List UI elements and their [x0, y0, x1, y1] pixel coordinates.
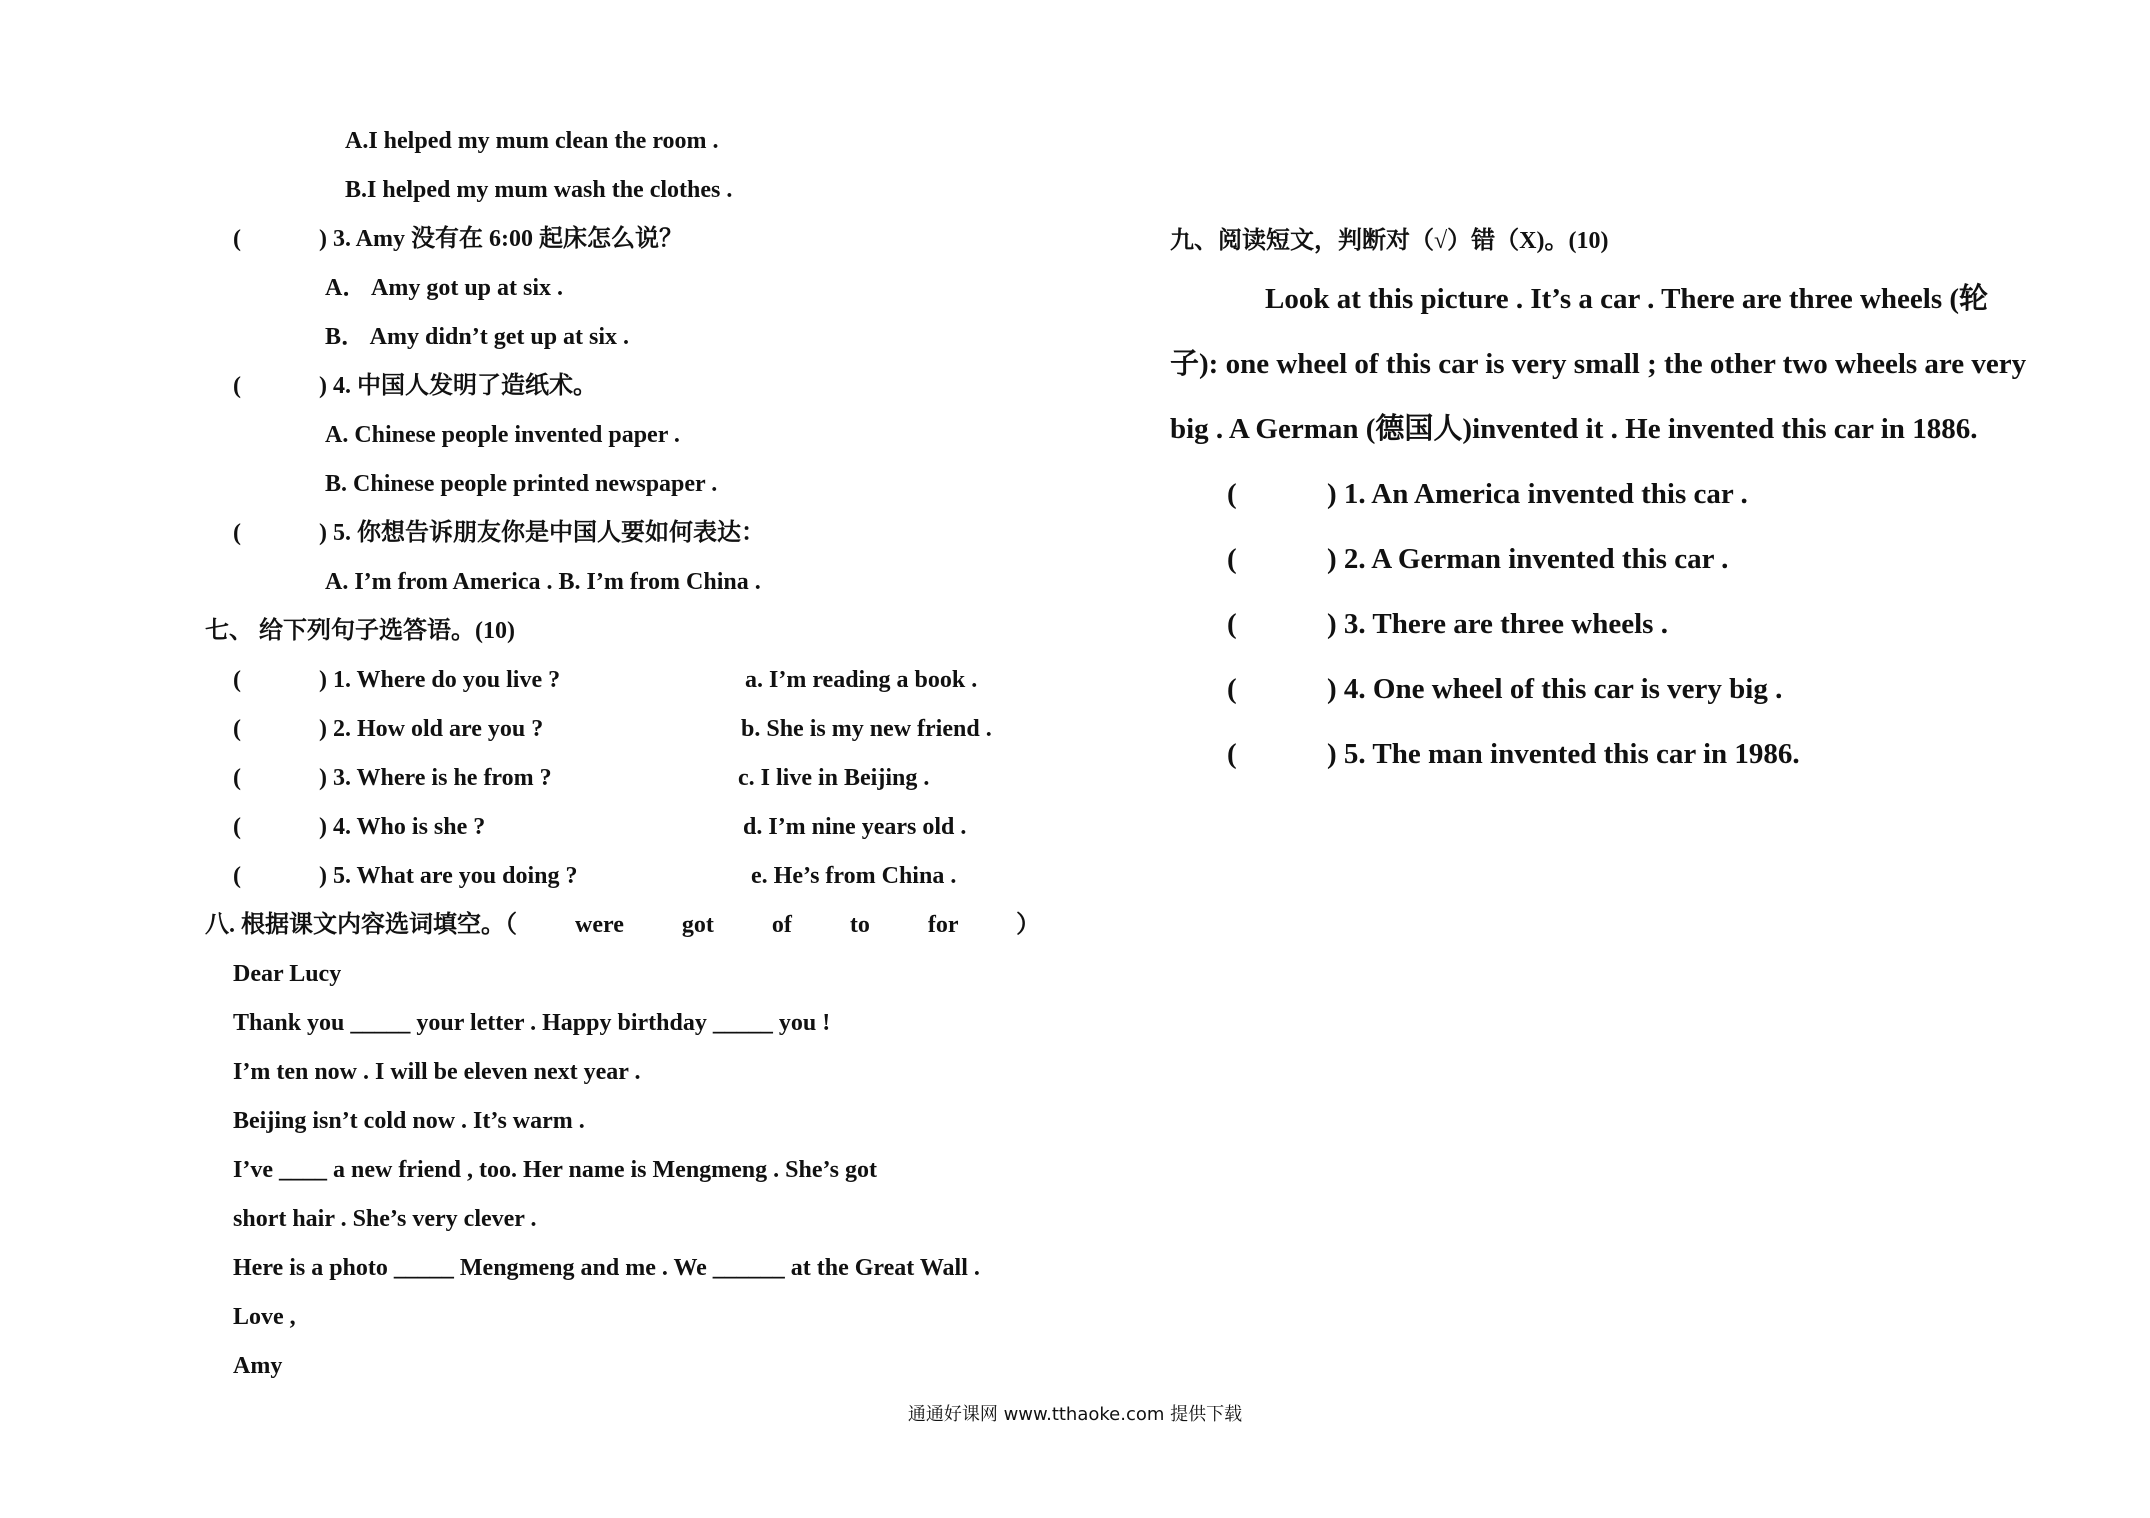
match-row — [233, 861, 577, 891]
option-line: A.I helped my mum clean the room . — [345, 128, 719, 154]
letter-line: Dear Lucy — [233, 961, 342, 987]
section-title-text: 八. 根据课文内容选词填空。（ — [205, 912, 517, 938]
section-title: 七、 给下列句子选答语。(10) — [205, 618, 515, 644]
question-line — [233, 518, 765, 548]
answer-paren[interactable]: ( — [1227, 738, 1237, 770]
judge-statement: ) 2. A German invented this car . — [1327, 543, 1729, 575]
option-line: B． Amy didn’t get up at six . — [325, 324, 630, 350]
letter-line: Love , — [233, 1304, 296, 1330]
word-bank-item: for — [927, 912, 959, 938]
letter-line: Thank you _____ your letter . Happy birthday _____ you ! — [233, 1010, 831, 1036]
match-question: ) 1. Where do you live ? — [319, 667, 561, 693]
question-text: ) 3. Amy 没有在 6:00 起床怎么说？ — [319, 226, 683, 252]
match-answer: a. I’m reading a book . — [745, 667, 978, 693]
match-row — [233, 812, 485, 842]
match-question: ) 3. Where is he from ? — [319, 765, 552, 791]
option-line: A. I’m from America . B. I’m from China . — [325, 569, 761, 595]
judge-row — [1227, 606, 1668, 642]
letter-line: Amy — [233, 1353, 283, 1379]
judge-statement: ) 1. An America invented this car . — [1327, 478, 1748, 510]
match-question: ) 4. Who is she ? — [319, 814, 486, 840]
answer-paren[interactable]: ( — [233, 814, 241, 840]
judge-row — [1227, 541, 1728, 577]
answer-paren[interactable]: ( — [233, 520, 241, 546]
letter-line: I’ve ____ a new friend , too. Her name is Mengmeng . She’s got — [233, 1157, 877, 1183]
word-bank-close: ） — [1016, 912, 1041, 938]
section-title — [205, 910, 1040, 940]
answer-paren[interactable]: ( — [1227, 543, 1237, 575]
letter-line: Here is a photo _____ Mengmeng and me . We ______ at the Great Wall . — [233, 1255, 980, 1281]
question-line — [233, 224, 683, 254]
match-answer: d. I’m nine years old . — [743, 814, 967, 840]
match-row — [233, 665, 560, 695]
option-line: B.I helped my mum wash the clothes . — [345, 177, 733, 203]
judge-row — [1227, 736, 1800, 772]
word-bank-item: of — [771, 912, 792, 938]
letter-line: I’m ten now . I will be eleven next year . — [233, 1059, 641, 1085]
judge-row — [1227, 671, 1782, 707]
passage-line: Look at this picture . It’s a car . There are three wheels (轮 — [1265, 283, 1989, 315]
option-line: B. Chinese people printed newspaper . — [325, 471, 718, 497]
match-row — [233, 763, 552, 793]
word-bank-item: got — [681, 912, 714, 938]
passage-line: big . A German (德国人)invented it . He invented this car in 1886. — [1170, 413, 1978, 445]
answer-paren[interactable]: ( — [233, 765, 241, 791]
answer-paren[interactable]: ( — [233, 667, 241, 693]
option-line: A. Chinese people invented paper . — [325, 422, 680, 448]
question-line — [233, 371, 597, 401]
option-line: A． Amy got up at six . — [325, 275, 564, 301]
passage-line: 子): one wheel of this car is very small ; the other two wheels are very — [1170, 348, 2027, 380]
answer-paren[interactable]: ( — [1227, 673, 1237, 705]
judge-statement: ) 4. One wheel of this car is very big . — [1327, 673, 1783, 705]
match-question: ) 5. What are you doing ? — [319, 863, 578, 889]
question-text: ) 5. 你想告诉朋友你是中国人要如何表达： — [319, 520, 765, 546]
answer-paren[interactable]: ( — [1227, 478, 1237, 510]
word-bank-item: to — [849, 912, 870, 938]
word-bank-item: were — [575, 912, 624, 938]
judge-statement: ) 3. There are three wheels . — [1327, 608, 1668, 640]
section-title: 九、阅读短文，判断对（√）错（X)。(10) — [1170, 228, 1609, 254]
match-answer: e. He’s from China . — [751, 863, 957, 889]
match-answer: c. I live in Beijing . — [738, 765, 930, 791]
judge-row — [1227, 476, 1748, 512]
page-footer: 通通好课网 www.tthaoke.com 提供下载 — [907, 1404, 1243, 1425]
match-question: ) 2. How old are you ? — [319, 716, 544, 742]
answer-paren[interactable]: ( — [233, 863, 241, 889]
answer-paren[interactable]: ( — [1227, 608, 1237, 640]
judge-statement: ) 5. The man invented this car in 1986. — [1327, 738, 1800, 770]
answer-paren[interactable]: ( — [233, 226, 241, 252]
letter-line: Beijing isn’t cold now . It’s warm . — [233, 1108, 585, 1134]
match-row — [233, 714, 543, 744]
answer-paren[interactable]: ( — [233, 716, 241, 742]
letter-line: short hair . She’s very clever . — [233, 1206, 537, 1232]
question-text: ) 4. 中国人发明了造纸术。 — [319, 373, 597, 399]
answer-paren[interactable]: ( — [233, 373, 241, 399]
match-answer: b. She is my new friend . — [741, 716, 992, 742]
